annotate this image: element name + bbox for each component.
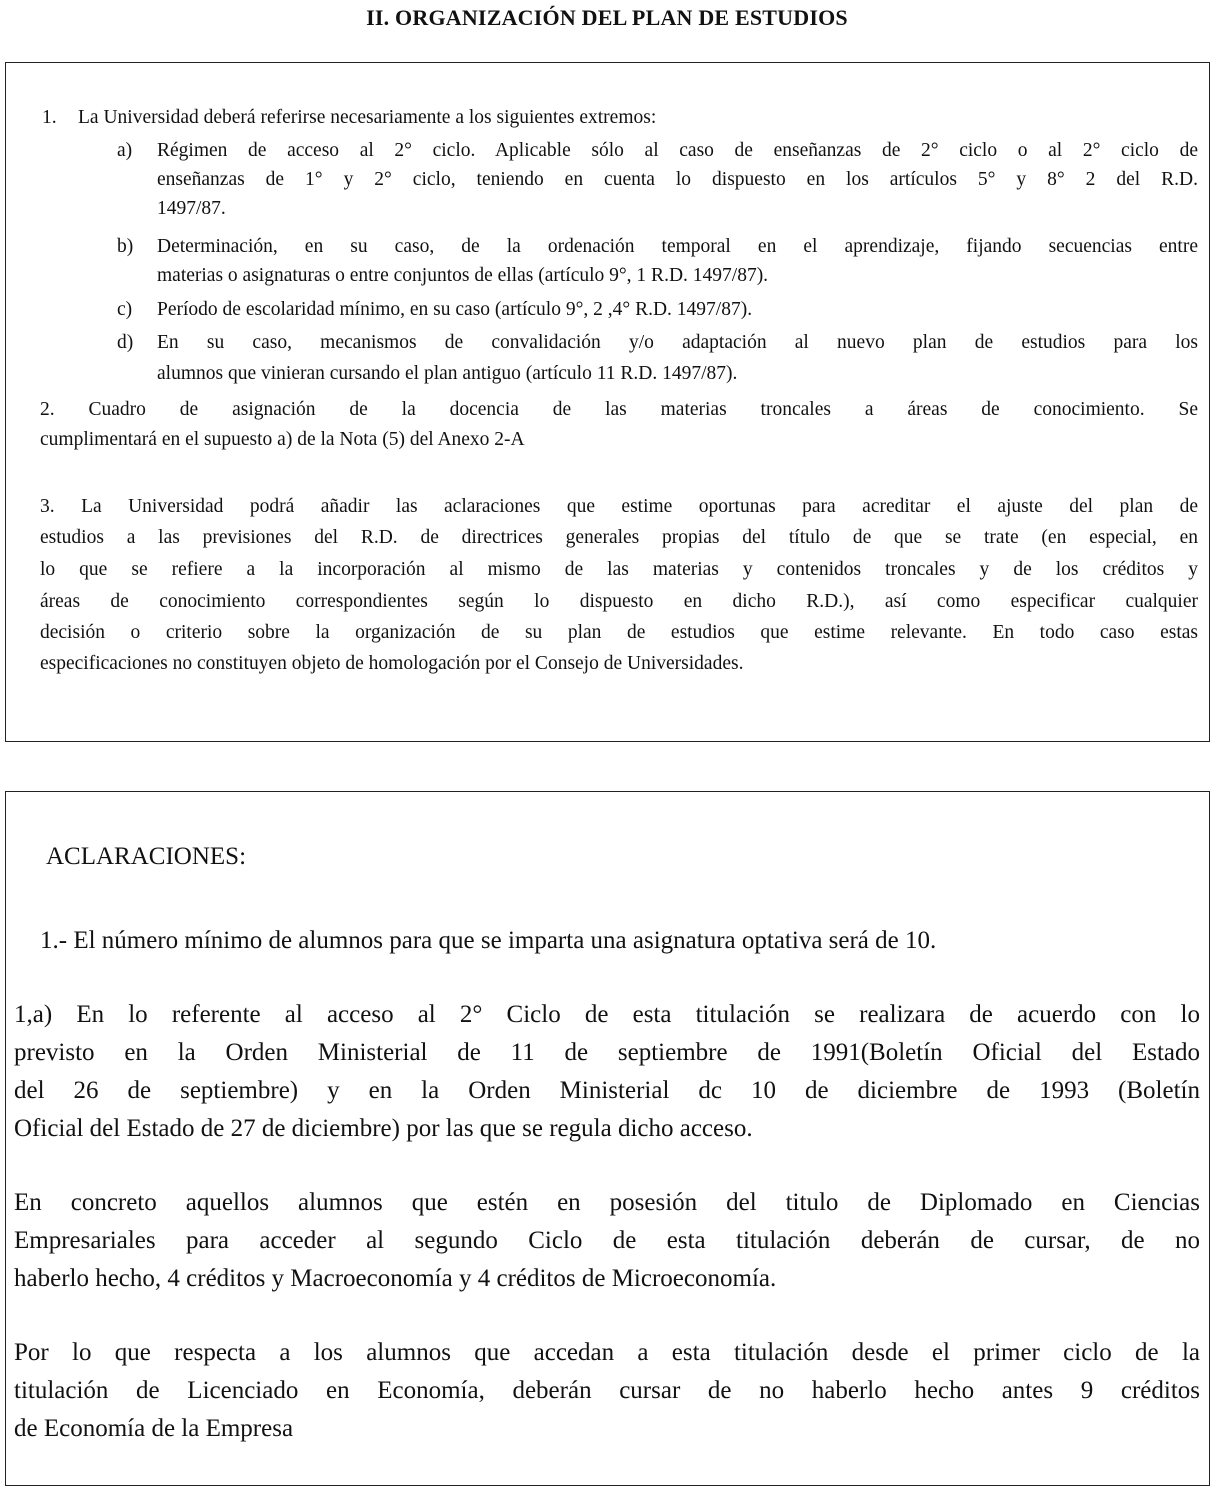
item2-line: 2. Cuadro de asignación de la docencia de las materias troncales a áreas de conocimiento. Se	[40, 399, 1198, 420]
clarification-diplomado-line: haberlo hecho, 4 créditos y Macroeconomía y 4 créditos de Microeconomía.	[14, 1265, 777, 1292]
item3-line: especificaciones no constituyen objeto de homologación por el Consejo de Universidades.	[40, 653, 744, 674]
subitem-b-letter: b)	[117, 236, 134, 257]
item2-line: cumplimentará en el supuesto a) de la Nota (5) del Anexo 2-A	[40, 429, 525, 450]
subitem-c-letter: c)	[117, 299, 133, 320]
subitem-a-line: enseñanzas de 1° y 2° ciclo, teniendo en cuenta lo dispuesto en los artículos 5° y 8° 2 del R.D.	[157, 169, 1198, 190]
clarification-diplomado-line: En concreto aquellos alumnos que estén en posesión del titulo de Diplomado en Ciencias	[14, 1189, 1200, 1216]
subitem-d-letter: d)	[117, 332, 134, 353]
subitem-c-line: Período de escolaridad mínimo, en su caso (artículo 9°, 2 ,4° R.D. 1497/87).	[157, 299, 753, 320]
subitem-b-line: Determinación, en su caso, de la ordenación temporal en el aprendizaje, fijando secuencias entre	[157, 236, 1198, 257]
subitem-d-line: alumnos que vinieran cursando el plan antiguo (artículo 11 R.D. 1497/87).	[157, 363, 738, 384]
clarification-1a-line: Oficial del Estado de 27 de diciembre) por las que se regula dicho acceso.	[14, 1115, 753, 1142]
subitem-a-line: 1497/87.	[157, 198, 226, 219]
subitem-b-line: materias o asignaturas o entre conjuntos de ellas (artículo 9°, 1 R.D. 1497/87).	[157, 265, 769, 286]
item1-text: La Universidad deberá referirse necesariamente a los siguientes extremos:	[78, 107, 657, 128]
clarification-1a-line: 1,a) En lo referente al acceso al 2° Ciclo de esta titulación se realizara de acuerdo con lo	[14, 1001, 1200, 1028]
page-title: II. ORGANIZACIÓN DEL PLAN DE ESTUDIOS	[366, 5, 848, 30]
clarification-1a-line: previsto en la Orden Ministerial de 11 de septiembre de 1991(Boletín Oficial del Estado	[14, 1039, 1200, 1066]
clarification-point-1: 1.- El número mínimo de alumnos para que se imparta una asignatura optativa será de 10.	[40, 927, 937, 954]
item3-line: decisión o criterio sobre la organización de su plan de estudios que estime relevante. En todo caso estas	[40, 622, 1198, 643]
clarifications-heading: ACLARACIONES:	[46, 843, 247, 870]
item1-number: 1.	[42, 107, 57, 128]
item3-line: lo que se refiere a la incorporación al mismo de las materias y contenidos troncales y de los créditos y	[40, 559, 1198, 580]
subitem-d-line: En su caso, mecanismos de convalidación y/o adaptación al nuevo plan de estudios para los	[157, 332, 1198, 353]
item3-line: 3. La Universidad podrá añadir las aclaraciones que estime oportunas para acreditar el ajuste del plan de	[40, 496, 1198, 517]
subitem-a-letter: a)	[117, 140, 133, 161]
item3-line: estudios a las previsiones del R.D. de directrices generales propias del título de que se trate (en especial, en	[40, 527, 1198, 548]
clarification-licenciado-line: Por lo que respecta a los alumnos que accedan a esta titulación desde el primer ciclo de la	[14, 1339, 1200, 1366]
subitem-a-line: Régimen de acceso al 2° ciclo. Aplicable sólo al caso de enseñanzas de 2° ciclo o al 2° ciclo de	[157, 140, 1198, 161]
clarification-1a-line: del 26 de septiembre) y en la Orden Ministerial dc 10 de diciembre de 1993 (Boletín	[14, 1077, 1200, 1104]
clarification-licenciado-line: titulación de Licenciado en Economía, deberán cursar de no haberlo hecho antes 9 créditos	[14, 1377, 1200, 1404]
clarification-licenciado-line: de Economía de la Empresa	[14, 1415, 294, 1442]
item3-line: áreas de conocimiento correspondientes según lo dispuesto en dicho R.D.), así como especificar cualquier	[40, 591, 1198, 612]
clarification-diplomado-line: Empresariales para acceder al segundo Ciclo de esta titulación deberán de cursar, de no	[14, 1227, 1200, 1254]
